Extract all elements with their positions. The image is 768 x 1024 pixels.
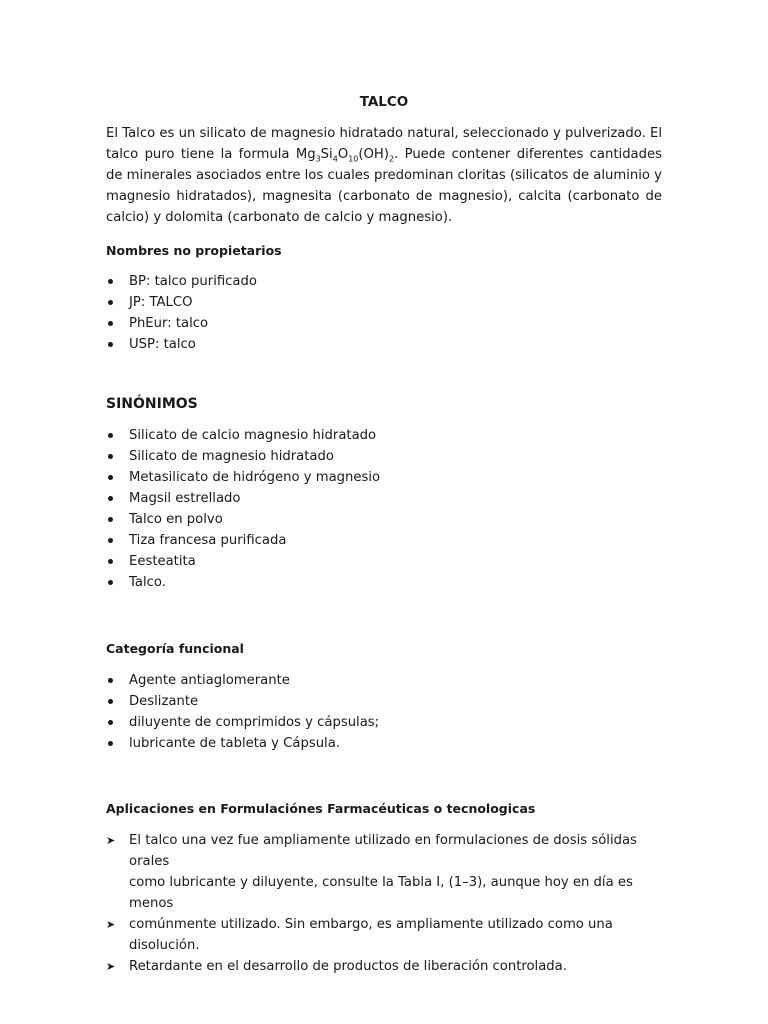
list-item: USP: talco <box>106 334 666 355</box>
arrow-bullet-icon: ➤ <box>106 960 116 973</box>
list-item: Silicato de calcio magnesio hidratado <box>106 425 666 446</box>
intro-text-1: El Talco es un silicato de magnesio hidratado natural, seleccionado y pulverizado. El talco puro tiene la formula Mg <box>106 126 662 162</box>
list-item: Talco en polvo <box>106 509 666 530</box>
arrow-bullet-icon: ➤ <box>106 918 116 931</box>
list-item <box>106 956 666 977</box>
list-item: Metasilicato de hidrógeno y magnesio <box>106 467 666 488</box>
list-item <box>106 830 666 872</box>
nonproprietary-list <box>106 271 666 355</box>
list-item <box>106 914 666 956</box>
intro-text-3: O <box>337 147 349 162</box>
synonyms-list <box>106 425 666 593</box>
list-item-text: como lubricante y diluyente, consulte la Tabla I, (1–3), aunque hoy en día es menos <box>129 875 633 911</box>
list-item: BP: talco purificado <box>106 271 666 292</box>
list-item: JP: TALCO <box>106 292 666 313</box>
intro-text-4: (OH) <box>358 147 389 162</box>
list-item: Eesteatita <box>106 551 666 572</box>
list-item: diluyente de comprimidos y cápsulas; <box>106 712 666 733</box>
intro-paragraph <box>106 123 662 228</box>
formula-sub-oh: 2 <box>388 154 395 164</box>
intro-text-5: . Puede contener diferentes cantidades de minerales asociados entre los cuales predominan cloritas (silicatos de aluminio y magnesio hidratados), magnesita (carbonato de magnesio), calcita (carbonato de calcio) y dolomita (carbonato de calcio y magnesio). <box>106 147 662 225</box>
category-list <box>106 670 666 754</box>
list-item-text: comúnmente utilizado. Sin embargo, es ampliamente utilizado como una disolución. <box>129 917 613 953</box>
list-item: PhEur: talco <box>106 313 666 334</box>
nonproprietary-heading: Nombres no propietarios <box>106 243 282 258</box>
list-item: Talco. <box>106 572 666 593</box>
list-item-text: El talco una vez fue ampliamente utilizado en formulaciones de dosis sólidas orales <box>129 833 637 869</box>
list-item: lubricante de tableta y Cápsula. <box>106 733 666 754</box>
formula-sub-mg: 3 <box>315 154 321 164</box>
formula-sub-o: 10 <box>348 154 359 164</box>
formula-sub-si: 4 <box>332 154 338 164</box>
category-heading: Categoría funcional <box>106 641 244 656</box>
list-item: Deslizante <box>106 691 666 712</box>
list-item-text: Retardante en el desarrollo de productos de liberación controlada. <box>129 959 567 974</box>
intro-text-2: Si <box>320 147 333 162</box>
list-item: Agente antiaglomerante <box>106 670 666 691</box>
arrow-bullet-icon: ➤ <box>106 834 116 847</box>
list-item-continuation <box>106 872 666 914</box>
document-title: TALCO <box>359 94 409 110</box>
applications-list <box>106 830 666 977</box>
applications-heading: Aplicaciones en Formulaciónes Farmacéuticas o tecnologicas <box>106 801 536 816</box>
list-item: Tiza francesa purificada <box>106 530 666 551</box>
synonyms-heading: SINÓNIMOS <box>106 396 198 412</box>
list-item: Silicato de magnesio hidratado <box>106 446 666 467</box>
list-item: Magsil estrellado <box>106 488 666 509</box>
